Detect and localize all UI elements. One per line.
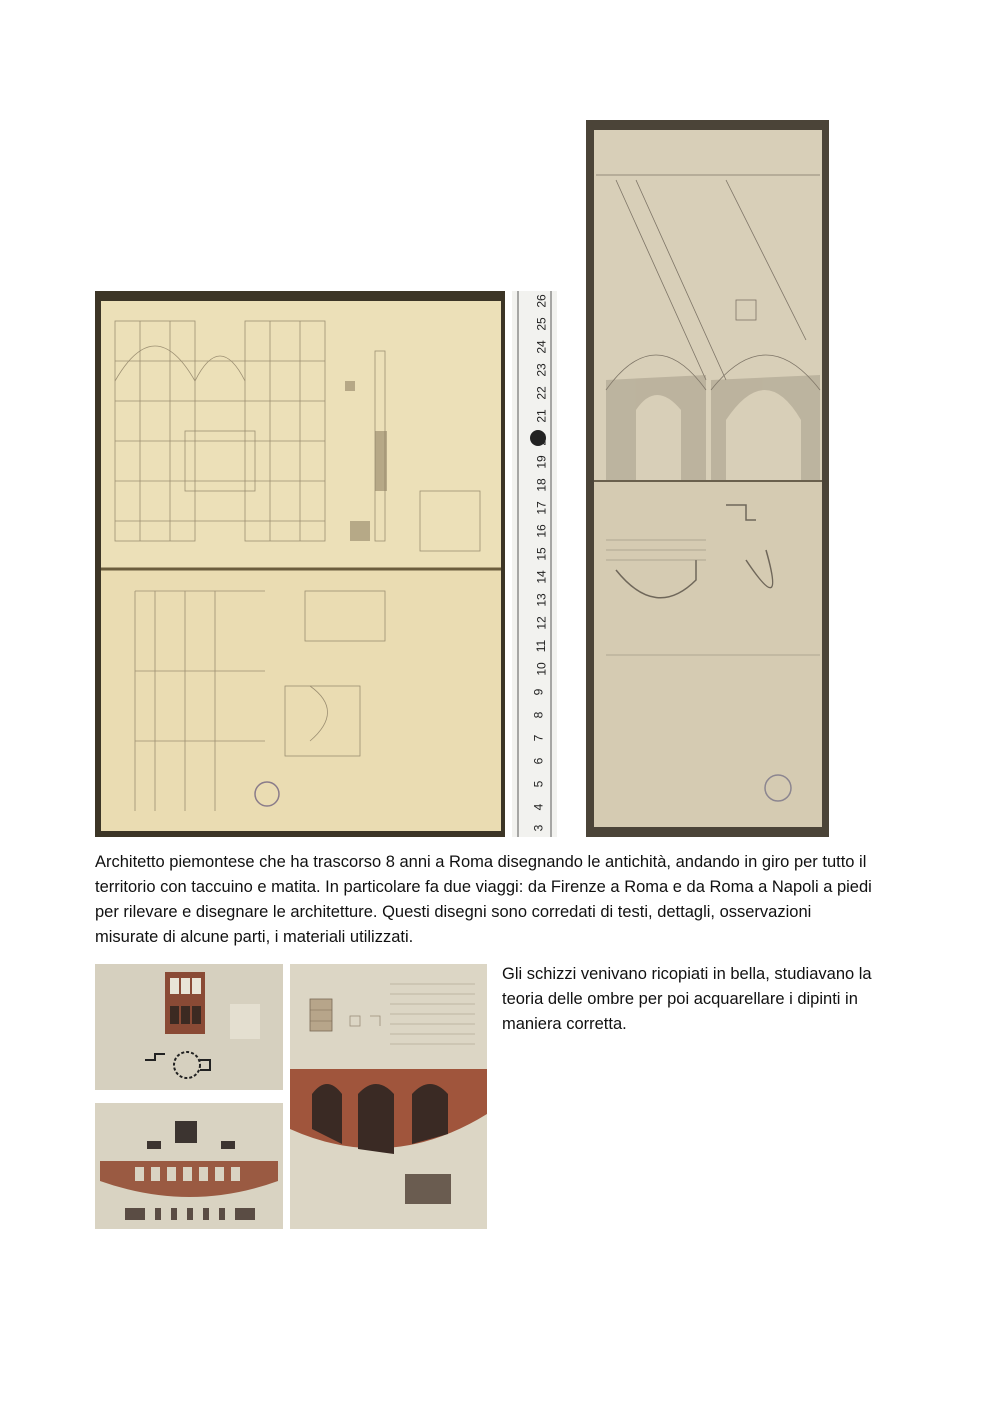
ruler-number: 4 bbox=[531, 803, 546, 811]
ruler-number: 18 bbox=[534, 478, 549, 492]
notebook-photo bbox=[586, 120, 829, 837]
ruler-number: 14 bbox=[534, 570, 549, 584]
ruler-number: 6 bbox=[531, 757, 546, 765]
ruler-number: 15 bbox=[534, 547, 549, 561]
ruler-number: 11 bbox=[534, 639, 549, 653]
watercolor-detail-photo bbox=[290, 964, 487, 1229]
ruler-number: 17 bbox=[534, 501, 549, 515]
side-caption-line: teoria delle ombre per poi acquarellare i dipinti in bbox=[502, 990, 858, 1008]
watercolor-arcade-photo bbox=[95, 1103, 283, 1229]
ruler-number: 7 bbox=[531, 734, 546, 742]
side-caption-line: Gli schizzi venivano ricopiati in bella, studiavano la bbox=[502, 965, 872, 983]
measuring-ruler bbox=[512, 291, 557, 837]
caption-line: Architetto piemontese che ha trascorso 8 anni a Roma disegnando le antichità, andando in giro per tutto il bbox=[95, 853, 867, 871]
ruler-number: 13 bbox=[534, 593, 549, 607]
sketchbook-photo bbox=[95, 291, 505, 837]
ruler-number: 23 bbox=[534, 363, 549, 377]
side-caption bbox=[502, 962, 902, 1037]
ruler-number: 25 bbox=[534, 317, 549, 331]
ruler-number: 5 bbox=[531, 780, 546, 788]
watercolor-plan-photo bbox=[95, 964, 283, 1090]
caption-line: territorio con taccuino e matita. In particolare fa due viaggi: da Firenze a Roma e da Roma a Napoli a piedi bbox=[95, 878, 872, 896]
ruler-number: 12 bbox=[534, 616, 549, 630]
ruler-number: 22 bbox=[534, 386, 549, 400]
ruler-number: 19 bbox=[534, 455, 549, 469]
ruler-number: 26 bbox=[534, 294, 549, 308]
caption-line: per rilevare e disegnare le architetture. Questi disegni sono corredati di testi, dettagli, osservazioni bbox=[95, 903, 812, 921]
side-caption-line: maniera corretta. bbox=[502, 1015, 627, 1033]
ruler-number: 16 bbox=[534, 524, 549, 538]
ruler-number: 3 bbox=[531, 824, 546, 832]
caption-line: misurate di alcune parti, i materiali utilizzati. bbox=[95, 928, 414, 946]
ruler-numbers bbox=[512, 291, 557, 837]
ruler-number: 8 bbox=[531, 711, 546, 719]
ruler-number: 20 bbox=[534, 432, 549, 446]
ruler-number: 24 bbox=[534, 340, 549, 354]
ruler-number: 9 bbox=[531, 688, 546, 696]
ruler-number: 21 bbox=[534, 409, 549, 423]
ruler-number: 10 bbox=[534, 662, 549, 676]
main-caption bbox=[95, 850, 915, 950]
